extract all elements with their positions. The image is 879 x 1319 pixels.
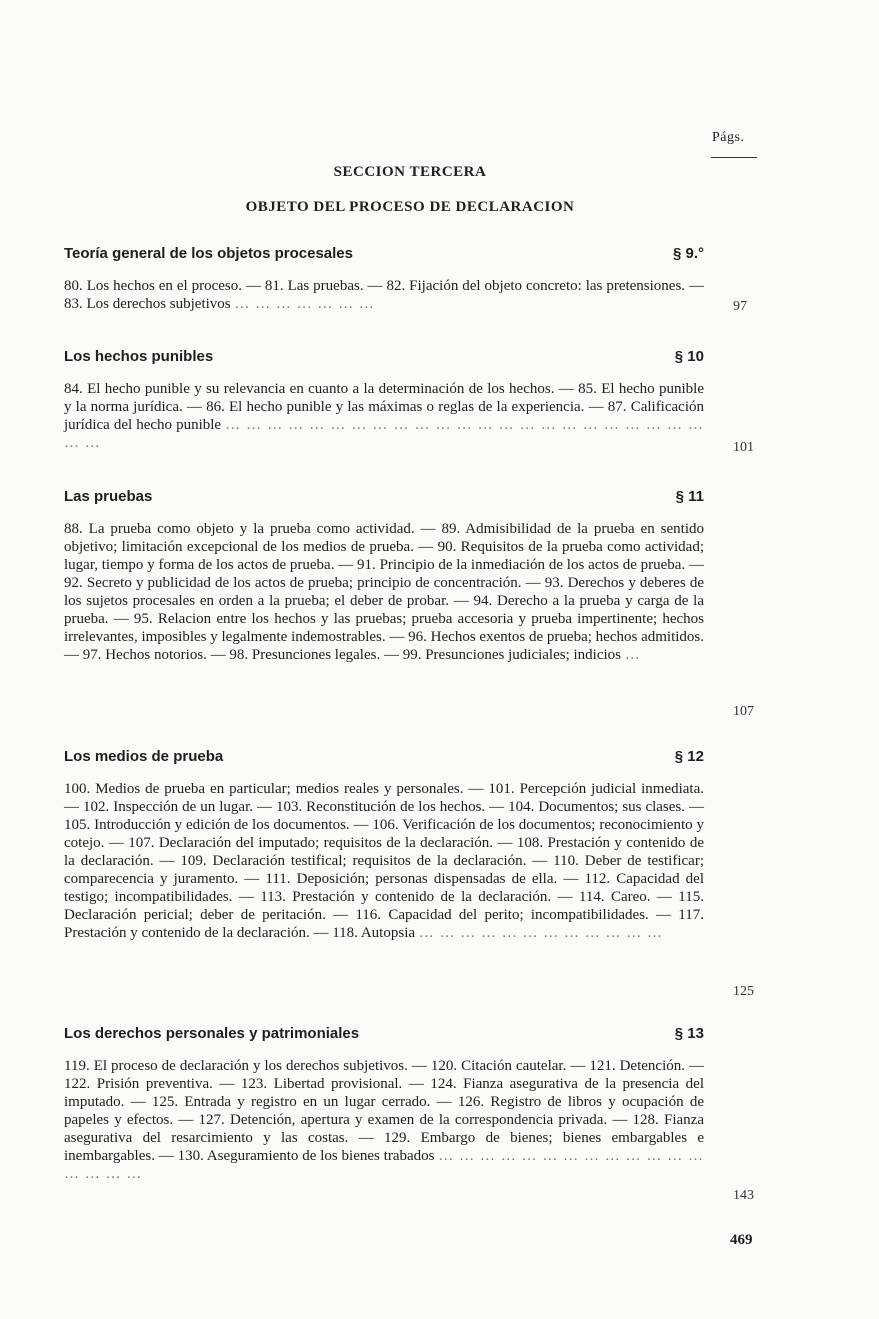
entry-section-number: § 13	[674, 1025, 704, 1042]
entry-title: Los medios de prueba	[64, 748, 224, 765]
toc-entry	[64, 488, 704, 664]
toc-entry	[64, 245, 704, 313]
entry-heading	[64, 348, 704, 370]
leader-dots: … … … … … … … … … … … … … … … … … … … … … … … … …	[64, 417, 705, 451]
entry-section-number: § 11	[675, 488, 704, 505]
entry-text-content: 84. El hecho punible y su relevancia en cuanto a la determinación de los hechos. — 85. El hecho punible y la norma jurídica. — 86. El hecho punible y las máximas o reglas de la experiencia. — 87. Calificación jurídica del hecho punible	[64, 381, 704, 433]
entry-page-number: 143	[733, 1188, 754, 1203]
leader-dots: … … … … … … … … … … … … … … … … …	[64, 1148, 705, 1182]
entry-title: Las pruebas	[64, 488, 153, 505]
entry-text	[64, 780, 704, 942]
leader-dots: … … … … … … … … … … … …	[418, 925, 664, 941]
entry-page-number: 101	[733, 440, 754, 455]
entry-text-content: 88. La prueba como objeto y la prueba como actividad. — 89. Admisibilidad de la prueba en sentido objetivo; limitación excepcional de los medios de prueba. — 90. Requisitos de la prueba como actividad; lugar, tiempo y forma de los actos de prueba. — 91. Principio de la inmediación de los actos de prueba. — 92. Secreto y publicidad de los actos de prueba; principio de concentración. — 93. Derechos y deberes de los sujetos procesales en orden a la prueba; el deber de probar. — 94. Derecho a la prueba y carga de la prueba. — 95. Relacion entre los hechos y las pruebas; prueba accesoria y prueba impertinente; hechos irrelevantes, imposibles y legalmente indemostrables. — 96. Hechos exentos de prueba; hechos admitidos. — 97. Hechos notorios. — 98. Presunciones legales. — 99. Presunciones judiciales; indicios	[64, 521, 704, 663]
leader-dots: … … … … … … …	[234, 296, 375, 312]
pages-column-label: Págs.	[712, 130, 745, 145]
entry-heading	[64, 1025, 704, 1047]
entry-heading	[64, 488, 704, 510]
leader-dots: …	[624, 647, 641, 663]
entry-section-number: § 12	[674, 748, 704, 765]
entry-title: Teoría general de los objetos procesales	[64, 245, 353, 262]
entry-page-number: 125	[733, 984, 754, 999]
entry-heading	[64, 245, 704, 267]
pages-column-rule	[711, 157, 757, 158]
entry-text-content: 80. Los hechos en el proceso. — 81. Las pruebas. — 82. Fijación del objeto concreto: las pretensiones. — 83. Los derechos subjetivos	[64, 278, 704, 312]
toc-entry	[64, 1025, 704, 1183]
entry-section-number: § 10	[674, 348, 704, 365]
section-subtitle: OBJETO DEL PROCESO DE DECLARACION	[245, 199, 575, 215]
entry-text-content: 119. El proceso de declaración y los derechos subjetivos. — 120. Citación cautelar. — 121. Detención. — 122. Prisión preventiva. — 123. Libertad provisional. — 124. Fianza asegurativa de la presencia del imputado. — 125. Entrada y registro en un lugar cerrado. — 126. Registro de libros y ocupación de papeles y efectos. — 127. Detención, apertura y examen de la correspondencia privada. — 128. Fianza asegurativa del resarcimiento y las costas. — 129. Embargo de bienes; bienes embargables e inembargables. — 130. Aseguramiento de los bienes trabados	[64, 1058, 704, 1164]
entry-section-number: § 9.°	[672, 245, 704, 262]
entry-text	[64, 1057, 704, 1183]
entry-text-content: 100. Medios de prueba en particular; medios reales y personales. — 101. Percepción judicial inmediata. — 102. Inspección de un lugar. — 103. Reconstitución de los hechos. — 104. Documentos; sus clases. — 105. Introducción y edición de los documentos. — 106. Verificación de los documentos; reconocimiento y cotejo. — 107. Declaración del imputado; requisitos de la declaración. — 108. Prestación y contenido de la declaración. — 109. Declaración testifical; requisitos de la declaración. — 110. Deber de testificar; comparecencia y juramento. — 111. Deposición; personas dispensadas de ella. — 112. Capacidad del testigo; incompatibilidades. — 113. Prestación y contenido de la declaración. — 114. Careo. — 115. Declaración pericial; deber de peritación. — 116. Capacidad del perito; incompatibilidades. — 117. Prestación y contenido de la declaración. — 118. Autopsia	[64, 781, 704, 941]
toc-entry	[64, 348, 704, 452]
page-folio-number: 469	[730, 1232, 753, 1248]
entry-text	[64, 277, 704, 313]
entry-title: Los derechos personales y patrimoniales	[64, 1025, 360, 1042]
entry-page-number: 97	[733, 299, 747, 314]
section-title: SECCION TERCERA	[333, 164, 487, 180]
entry-title: Los hechos punibles	[64, 348, 214, 365]
entry-text	[64, 380, 704, 452]
entry-heading	[64, 748, 704, 770]
entry-text	[64, 520, 704, 664]
entry-page-number: 107	[733, 704, 754, 719]
toc-entry	[64, 748, 704, 942]
